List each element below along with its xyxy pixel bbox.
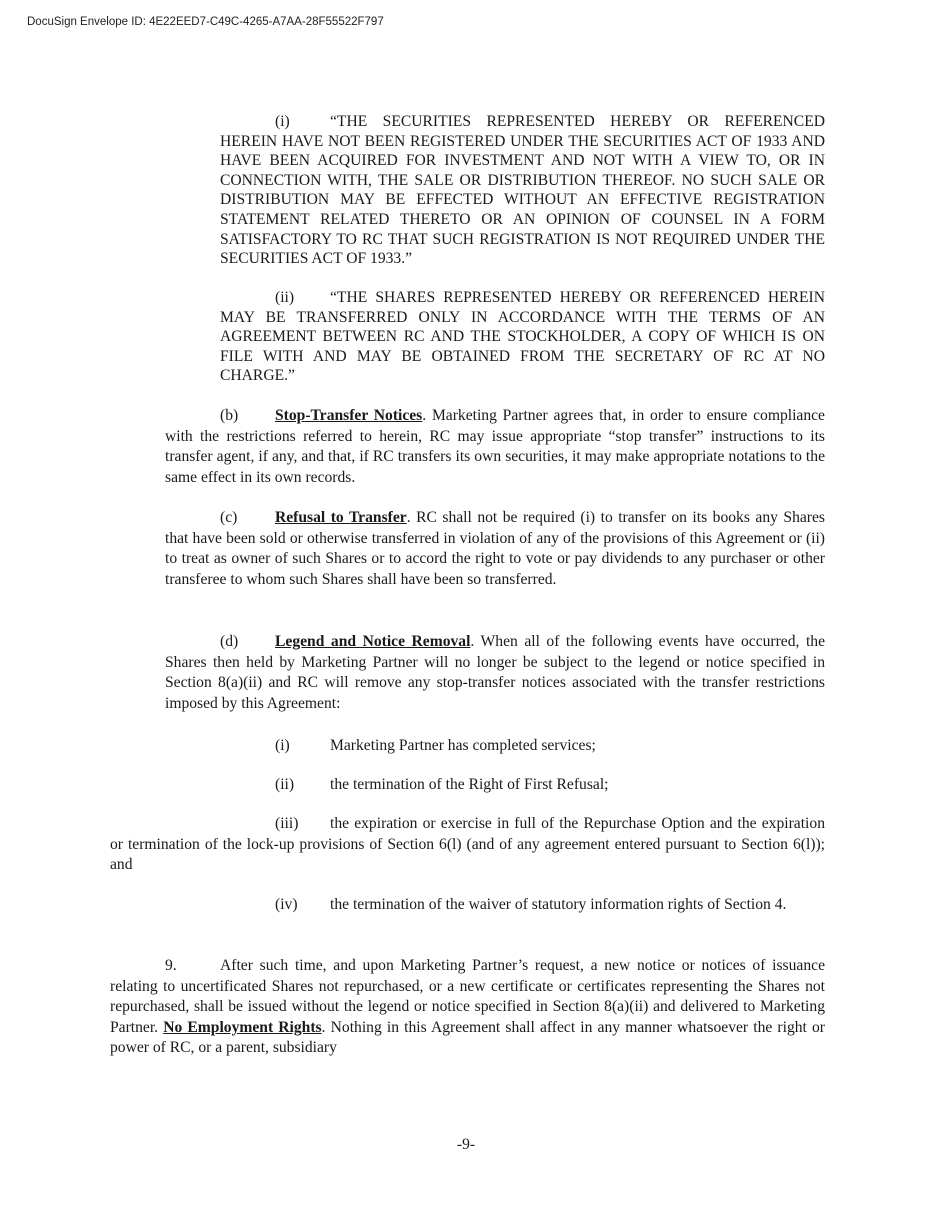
event-item-ii: [275, 775, 825, 796]
legend-paragraph-ii: [220, 288, 825, 386]
section-d-heading: Legend and Notice Removal: [275, 633, 471, 650]
section-c-heading: Refusal to Transfer: [275, 509, 407, 526]
section-9-text-before: After such time, and upon Marketing Partner’s request, a new notice or notices of issuance relating to uncertificated Shares not repurchased, or a new certificate or certificates representing the Shares not repurchased, shall be issued without the legend or notice specified in Section 8(a)(ii) and delivered to Marketing Partner.: [110, 957, 825, 1036]
section-b-label: (b): [220, 407, 239, 424]
docusign-envelope-id: DocuSign Envelope ID: 4E22EED7-C49C-4265-A7AA-28F55522F797: [27, 16, 384, 28]
section-9-paragraph: [110, 956, 825, 1059]
event-item-iii: [110, 814, 825, 876]
section-d-paragraph: [165, 632, 825, 714]
event-label-iii: (iii): [275, 815, 299, 832]
event-item-iv: [220, 895, 825, 916]
event-text-i: Marketing Partner has completed services;: [330, 737, 596, 754]
legend-text-i: “THE SECURITIES REPRESENTED HEREBY OR REFERENCED HEREIN HAVE NOT BEEN REGISTERED UNDER THE SECURITIES ACT OF 1933 AND HAVE BEEN ACQUIRED FOR INVESTMENT AND NOT WITH A VIEW TO, OR IN CONNECTION WITH, THE SALE OR DISTRIBUTION THEREOF. NO SUCH SALE OR DISTRIBUTION MAY BE EFFECTED WITHOUT AN EFFECTIVE REGISTRATION STATEMENT RELATED THERETO OR AN OPINION OF COUNSEL IN A FORM SATISFACTORY TO RC THAT SUCH REGISTRATION IS NOT REQUIRED UNDER THE SECURITIES ACT OF 1933.”: [220, 113, 825, 268]
legend-label-ii: (ii): [275, 289, 295, 306]
event-label-i: (i): [275, 737, 290, 754]
section-9-text-after: . Nothing in this Agreement shall affect in any manner whatsoever the right or power of RC, or a parent, subsidiary: [110, 1018, 825, 1057]
event-label-ii: (ii): [275, 776, 295, 793]
page-number: -9-: [456, 1136, 476, 1153]
section-b-text: . Marketing Partner agrees that, in order to ensure compliance with the restrictions referred to herein, RC may issue appropriate “stop transfer” instructions to its transfer agent, if any, and that, if RC transfers its own securities, it may make appropriate notations to the same effect in its own records.: [165, 407, 825, 486]
section-c-paragraph: [165, 508, 825, 590]
event-text-iii: the expiration or exercise in full of the Repurchase Option and the expiration or termination of the lock-up provisions of Section 6(l) (and of any agreement entered pursuant to Section 6(l)); and: [110, 815, 825, 874]
event-label-iv: (iv): [275, 896, 298, 913]
legend-text-ii: “THE SHARES REPRESENTED HEREBY OR REFERENCED HEREIN MAY BE TRANSFERRED ONLY IN ACCORDANCE WITH THE TERMS OF AN AGREEMENT BETWEEN RC AND THE STOCKHOLDER, A COPY OF WHICH IS ON FILE WITH AND MAY BE OBTAINED FROM THE SECRETARY OF RC AT NO CHARGE.”: [220, 289, 825, 385]
legend-label-i: (i): [275, 113, 290, 130]
section-c-text: . RC shall not be required (i) to transfer on its books any Shares that have been sold or otherwise transferred in violation of any of the provisions of this Agreement or (ii) to treat as owner of such Shares or to accord the right to vote or pay dividends to any purchaser or other transferee to whom such Shares shall have been so transferred.: [165, 509, 825, 588]
event-item-i: [275, 736, 825, 757]
section-d-text: . When all of the following events have occurred, the Shares then held by Marketing Partner will no longer be subject to the legend or notice specified in Section 8(a)(ii) and RC will remove any stop-transfer notices associated with the transfer restrictions imposed by this Agreement:: [165, 633, 825, 712]
legend-paragraph-i: [220, 112, 825, 269]
section-c-label: (c): [220, 509, 238, 526]
section-d-label: (d): [220, 633, 239, 650]
section-b-paragraph: [165, 406, 825, 488]
section-9-label: 9.: [165, 957, 177, 974]
section-9-heading: No Employment Rights: [163, 1018, 322, 1036]
event-text-ii: the termination of the Right of First Refusal;: [330, 776, 609, 793]
section-b-heading: Stop-Transfer Notices: [275, 407, 423, 424]
event-text-iv: the termination of the waiver of statutory information rights of Section 4.: [330, 896, 787, 913]
